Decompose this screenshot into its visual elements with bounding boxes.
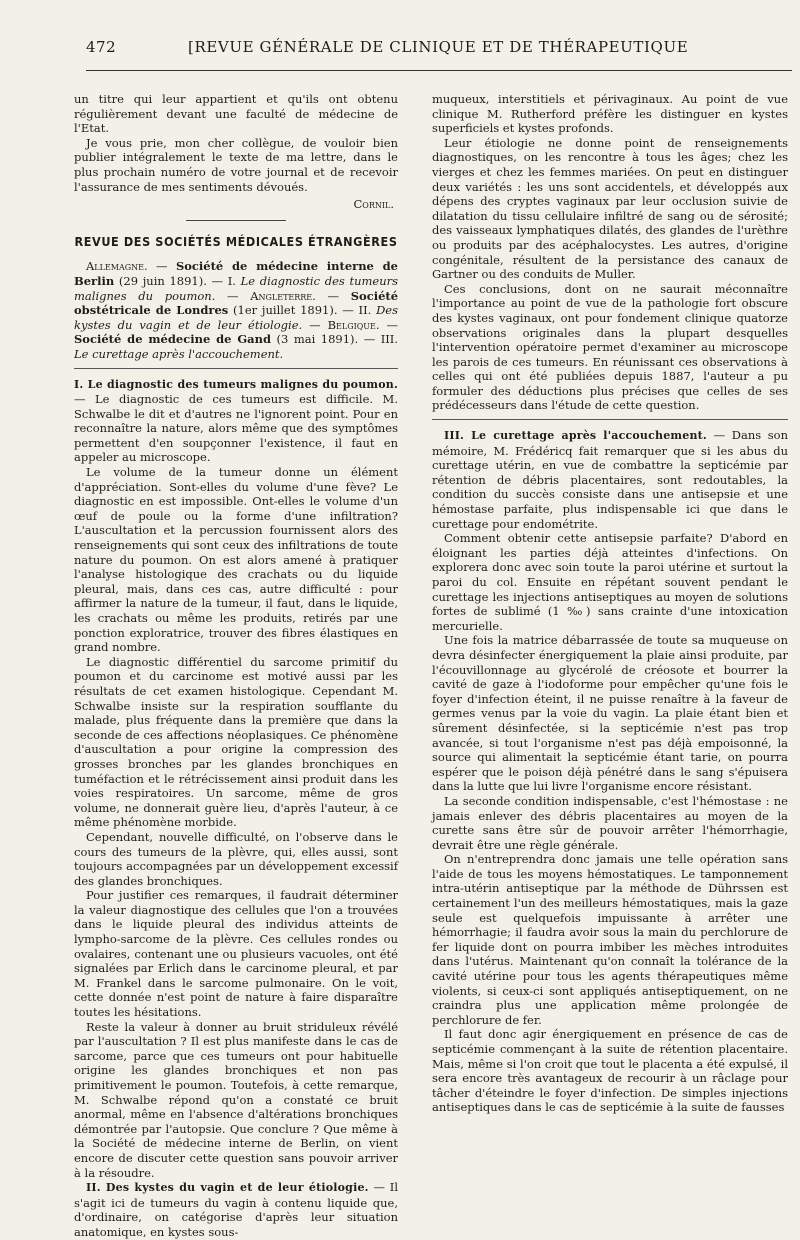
article-2-paragraph-1 bbox=[74, 1180, 398, 1239]
article-3-paragraph-3: Une fois la matrice débarrassée de toute sa muqueuse on devra désinfecter énergiquement la plaie ainsi produite, par l'écouvillonnage au glycérolé de créosote et bourrer la cavité de gaze à l'iodoforme pour empêcher qu'une fois le foyer d'infection éteint, il ne puisse renaître à la faveur de germes venus par la voie du vagin. La plaie étant bien et sûrement désinfectée, si la septicémie n'est pas trop avancée, si tout l'organisme n'est pas déjà empoisonné, la source qui alimentait la septicémie étant tarie, on pourra espérer que le poison déjà pénétré dans le sang s'épuisera dans la lutte que lui livre l'organisme encore résistant. bbox=[432, 633, 788, 794]
header-rule bbox=[86, 70, 792, 71]
article-2-paragraph-2: muqueux, interstitiels et périvaginaux. Au point de vue clinique M. Rutherford préfère les distinguer en kystes superficiels et kystes profonds. bbox=[432, 92, 788, 136]
right-column bbox=[432, 92, 788, 1115]
article-1-paragraph-6: Reste la valeur à donner au bruit striduleux révélé par l'auscultation ? Il est plus manifeste dans le cas de sarcome, parce que ces tumeurs ont pour habituelle origine les glandes bronchiques et non pas primitivement le poumon. Toutefois, à cette remarque, M. Schwalbe répond qu'on a constaté ce bruit anormal, même en l'absence d'altérations bronchiques démontrée par l'autopsie. Que conclure ? Que même à la Société de médecine interne de Berlin, on vient encore de discuter cette question sans pouvoir arriver à la résoudre. bbox=[74, 1019, 398, 1180]
article-3-paragraph-6: Il faut donc agir énergiquement en présence de cas de septicémie commençant à la suite de rétention placentaire. Mais, même si l'on croit que tout le placenta a été expulsé, il sera encore très avantageux de recourir à un râclage pour tâcher d'éteindre le foyer d'infection. De simples injections antiseptiques dans le cas de septicémie à la suite de fausses bbox=[432, 1027, 788, 1115]
article-2-heading: II. Des kystes du vagin et de leur étiologie. bbox=[86, 1181, 369, 1195]
intro-paragraph-1: un titre qui leur appartient et qu'ils ont obtenu régulièrement devant une faculté de médecine de l'Etat. bbox=[74, 92, 398, 136]
topic-3: Le curettage après l'accouchement. bbox=[74, 346, 284, 361]
article-1-paragraph-3: Le diagnostic différentiel du sarcome primitif du poumon et du carcinome est motivé aussi par les résultats de cet examen histologique. Cependant M. Schwalbe insiste sur la respiration soufflante du malade, plus fréquente dans la première que dans la seconde de ces affections néoplasiques. Ce phénomène d'auscultation a pour origine la compression des grosses bronches par les glandes bronchiques en tuméfaction et le rétrécissement ainsi produit dans les voies respiratoires. Un sarcome, même de gros volume, ne donnerait guère lieu, d'après l'auteur, à ce même phénomène morbide. bbox=[74, 654, 398, 830]
left-column bbox=[74, 92, 398, 1240]
society-london: Société obstétricale de Londres bbox=[74, 288, 399, 318]
article-3-paragraph-1 bbox=[432, 428, 788, 531]
article-1-paragraph-4: Cependant, nouvelle difficulté, on l'observe dans le cours des tumeurs de la plèvre, qui, elles aussi, sont toujours accompagnées par un développement excessif des glandes bronchiques. bbox=[74, 829, 398, 888]
article-2-paragraph-3: Leur étiologie ne donne point de renseignements diagnostiques, on les rencontre à tous les âges; chez les vierges et chez les femmes mariées. On peut en distinguer deux variétés : les uns sont accidentels, et développés aux dépens des cryptes vaginaux par leur occlusion suivie de dilatation du tissu cellulaire infiltré de sang ou de sérosité; des vaisseaux lymphatiques dilatés, des glandes de l'urèthre ou produits par des acéphalocystes. Les autres, d'origine congénitale, résultent de la persistance des canaux de Gartner ou des conduits de Muller. bbox=[432, 135, 788, 282]
article-3-paragraph-2: Comment obtenir cette antisepsie parfaite? D'abord en éloignant les parties déjà atteintes d'infections. On explorera donc avec soin toute la paroi utérine et surtout la paroi du col. Ensuite en répétant souvent pendant le curettage les injections antiseptiques au moyen de solutions fortes de sublimé (1 ‰) sans crainte d'une intoxication mercurielle. bbox=[432, 531, 788, 633]
article-1-paragraph-5: Pour justifier ces remarques, il faudrait déterminer la valeur diagnostique des cellules que l'on a trouvées dans le liquide pleural des individus atteints de lympho-sarcome de la plèvre. Ces cellules rondes ou ovalaires, contenant une ou plusieurs vacuoles, ont été signalées par Erlich dans le carcinome pleural, et par M. Frankel dans le sarcome pulmonaire. On le voit, cette donnée n'est point de nature à faire disparaître toutes les hésitations. bbox=[74, 888, 398, 1020]
topic-2: Des kystes du vagin et de leur étiologie. bbox=[74, 303, 398, 332]
page-number: 472 bbox=[86, 38, 117, 56]
article-1-paragraph-2: Le volume de la tumeur donne un élément d'appréciation. Sont-elles du volume d'une fève? Le diagnostic en est impossible. Ont-elles le volume d'un œuf de poule ou la forme d'une infiltration? L'auscultation et la percussion fournissent alors des renseignements qui sont ceux des infiltrations de toute nature du poumon. On est alors amené à pratiquer l'analyse histologique des crachats ou du liquide pleural, mais, dans ces cas, autre difficulté : pour affirmer la nature de la tumeur, il faut, dans le liquide, les crachats ou même les produits, retirés par une ponction exploratrice, trouver des fibres élastiques en grand nombre. bbox=[74, 465, 398, 655]
date-london: (1er juillet 1891). — II. bbox=[233, 303, 372, 318]
running-title: [REVUE GÉNÉRALE DE CLINIQUE ET DE THÉRAPEUTIQUE bbox=[188, 38, 689, 56]
date-berlin: (29 juin 1891). — I. bbox=[118, 273, 236, 288]
page-header bbox=[0, 38, 800, 68]
article-2-paragraph-4: Ces conclusions, dont on ne saurait méconnaître l'importance au point de vue de la pathologie fort obscure des kystes vaginaux, ont pour fondement clinique quatorze observations originales dans la plupart desquelles l'intervention opératoire permet d'examiner au microscope les parois de ces tumeurs. En réunissant ces observations à celles qui ont été publiées depuis 1887, l'auteur a pu formuler des déductions plus précises que celles de ses prédécesseurs dans l'étude de cette question. bbox=[432, 281, 788, 413]
country-germany: Allemagne. bbox=[86, 259, 148, 274]
article-3-text-1: — Dans son mémoire, M. Frédéricq fait remarquer que si les abus du curettage utérin, en vue de combattre la septicémie par rétention de débris placentaires, sont redoutables, la condition du succès consiste dans une antisepsie et une hémostase parfaite, plus indispensable ici que dans le curettage pour endométrite. bbox=[432, 428, 788, 531]
article-1-paragraph-1 bbox=[74, 377, 398, 466]
section-title: REVUE DES SOCIÉTÉS MÉDICALES ÉTRANGÈRES bbox=[74, 233, 398, 249]
country-belgium: — Belgique. — bbox=[309, 317, 399, 332]
society-berlin: Société de médecine interne de Berlin bbox=[74, 259, 398, 288]
article-3-heading: III. Le curettage après l'accouchement. bbox=[444, 429, 707, 443]
intro-paragraph-2: Je vous prie, mon cher collègue, de vouloir bien publier intégralement le texte de ma lettre, dans le plus prochain numéro de votre journal et de recevoir l'assurance de mes sentiments dévoués. bbox=[74, 135, 398, 194]
article-2-text-1: — Il s'agit ici de tumeurs du vagin à contenu liquide que, d'ordinaire, on catégorise d'après leur situation anatomique, en kystes sous- bbox=[74, 1180, 398, 1239]
article-1-text-1: — Le diagnostic de ces tumeurs est difficile. M. Schwalbe le dit et d'autres ne l'ignorent point. Pour en reconnaître la nature, alors même que des symptômes permettent d'en soupçonner l'existence, il faut en appeler au microscope. bbox=[74, 392, 398, 465]
article-3-paragraph-4: La seconde condition indispensable, c'est l'hémostase : ne jamais enlever des débris placentaires au moyen de la curette sans être sûr de pouvoir arrêter l'hémorrhagie, devrait être une règle générale. bbox=[432, 793, 788, 852]
contents-summary: Allemagne. — Société de médecine interne de Berlin (29 juin 1891). — I. Le diagnostic des tumeurs malignes du poumon. — Angleterre. — Société obstétricale de Londres (1er juillet 1891). — II. Des kystes du vagin et de leur étiologie. — Belgique. — Société de médecine de Gand (3 mai 1891). — III. Le curettage après l'accouchement. bbox=[74, 259, 399, 361]
article-rule bbox=[432, 419, 788, 420]
separator-rule bbox=[186, 220, 286, 221]
signature: Cornil. bbox=[353, 197, 394, 212]
society-gand: Société de médecine de Gand bbox=[74, 332, 272, 347]
article-3-paragraph-5: On n'entreprendra donc jamais une telle opération sans l'aide de tous les moyens hémostatiques. Le tamponnement intra-utérin antiseptique par la méthode de Dührssen est certainement l'un des meilleurs hémostatiques, mais la gaze seule est quelquefois impuissante à arrêter une hémorrhagie; il faudra avoir sous la main du perchlorure de fer liquide dont on pourra imbiber les mèches introduites dans l'utérus. Maintenant qu'on connaît la tolérance de la cavité utérine pour tous les agents thérapeutiques même violents, si ceux-ci sont appliqués antiseptiquement, on ne craindra plus une application même prolongée de perchlorure de fer. bbox=[432, 852, 788, 1027]
country-england: — Angleterre. — bbox=[227, 288, 340, 303]
article-1-heading: I. Le diagnostic des tumeurs malignes du poumon. bbox=[74, 377, 398, 391]
topic-1: Le diagnostic des tumeurs malignes du poumon. bbox=[74, 273, 399, 303]
contents-rule bbox=[74, 368, 398, 369]
date-gand: (3 mai 1891). — III. bbox=[276, 332, 399, 347]
